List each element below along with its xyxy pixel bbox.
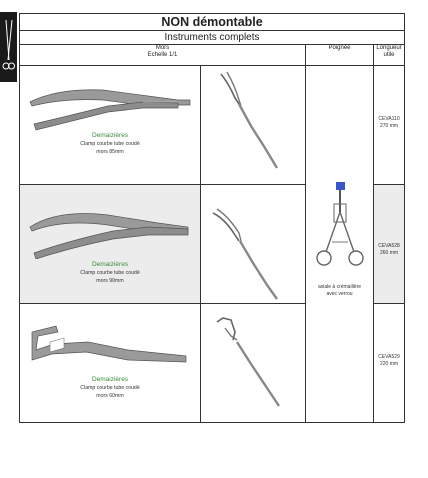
side-view-cell bbox=[201, 185, 306, 304]
desc-line-2: mors 60mm bbox=[96, 392, 124, 399]
sidebar-tab bbox=[0, 12, 17, 82]
desc-block bbox=[20, 141, 200, 156]
side-view-cell bbox=[201, 304, 306, 423]
handle-desc-line-1: axiale à crémaillère bbox=[317, 284, 362, 290]
table-subtitle: Instruments complets bbox=[20, 31, 405, 45]
header-longueur: Longueur utile bbox=[374, 45, 405, 66]
ref-length: 260 mm bbox=[379, 250, 399, 256]
clamp-jaw-image bbox=[28, 310, 193, 372]
handle-cell bbox=[306, 66, 374, 423]
handle-desc-line-2: avec verrou bbox=[326, 291, 353, 298]
desc-line-1: Clamp courbe tube coudé bbox=[80, 141, 140, 147]
header-poignee: Poignée bbox=[306, 45, 374, 66]
clamp-side-image bbox=[207, 199, 299, 309]
header-scale-label: Echelle 1/1 bbox=[147, 52, 178, 59]
catalog-table bbox=[19, 13, 405, 423]
length-cell bbox=[374, 185, 405, 304]
desc-block bbox=[20, 270, 200, 285]
desc-line-2: mors 85mm bbox=[96, 148, 124, 155]
scissors-icon bbox=[2, 16, 15, 78]
handle-desc bbox=[306, 284, 373, 299]
desc-line-1: Clamp courbe tube coudé bbox=[80, 270, 140, 276]
ref-code: CEVA110 bbox=[378, 116, 400, 122]
desc-line-2: mors 90mm bbox=[96, 277, 124, 284]
table-title: NON démontable bbox=[20, 14, 405, 31]
header-mors bbox=[20, 45, 306, 66]
handle-image bbox=[312, 182, 368, 280]
clamp-side-image bbox=[207, 70, 299, 180]
brand-label: Demaizières bbox=[91, 261, 129, 268]
header-mors-label: Mors bbox=[155, 45, 170, 51]
mors-cell bbox=[20, 304, 201, 423]
clamp-jaw-image bbox=[28, 72, 193, 134]
brand-label: Demaizières bbox=[91, 376, 129, 383]
mors-cell bbox=[20, 185, 201, 304]
brand-label: Demaizières bbox=[91, 132, 129, 139]
ref-length: 220 mm bbox=[379, 361, 399, 367]
ref-code: CEVA528 bbox=[378, 243, 400, 249]
length-cell bbox=[374, 304, 405, 423]
desc-block bbox=[20, 385, 200, 400]
clamp-side-image bbox=[207, 310, 299, 420]
mors-cell bbox=[20, 66, 201, 185]
length-cell bbox=[374, 66, 405, 185]
clamp-jaw-image bbox=[28, 191, 193, 259]
ref-length: 270 mm bbox=[379, 123, 399, 129]
desc-line-1: Clamp courbe tube coudé bbox=[80, 385, 140, 391]
ref-code: CEVA529 bbox=[378, 354, 400, 360]
side-view-cell bbox=[201, 66, 306, 185]
